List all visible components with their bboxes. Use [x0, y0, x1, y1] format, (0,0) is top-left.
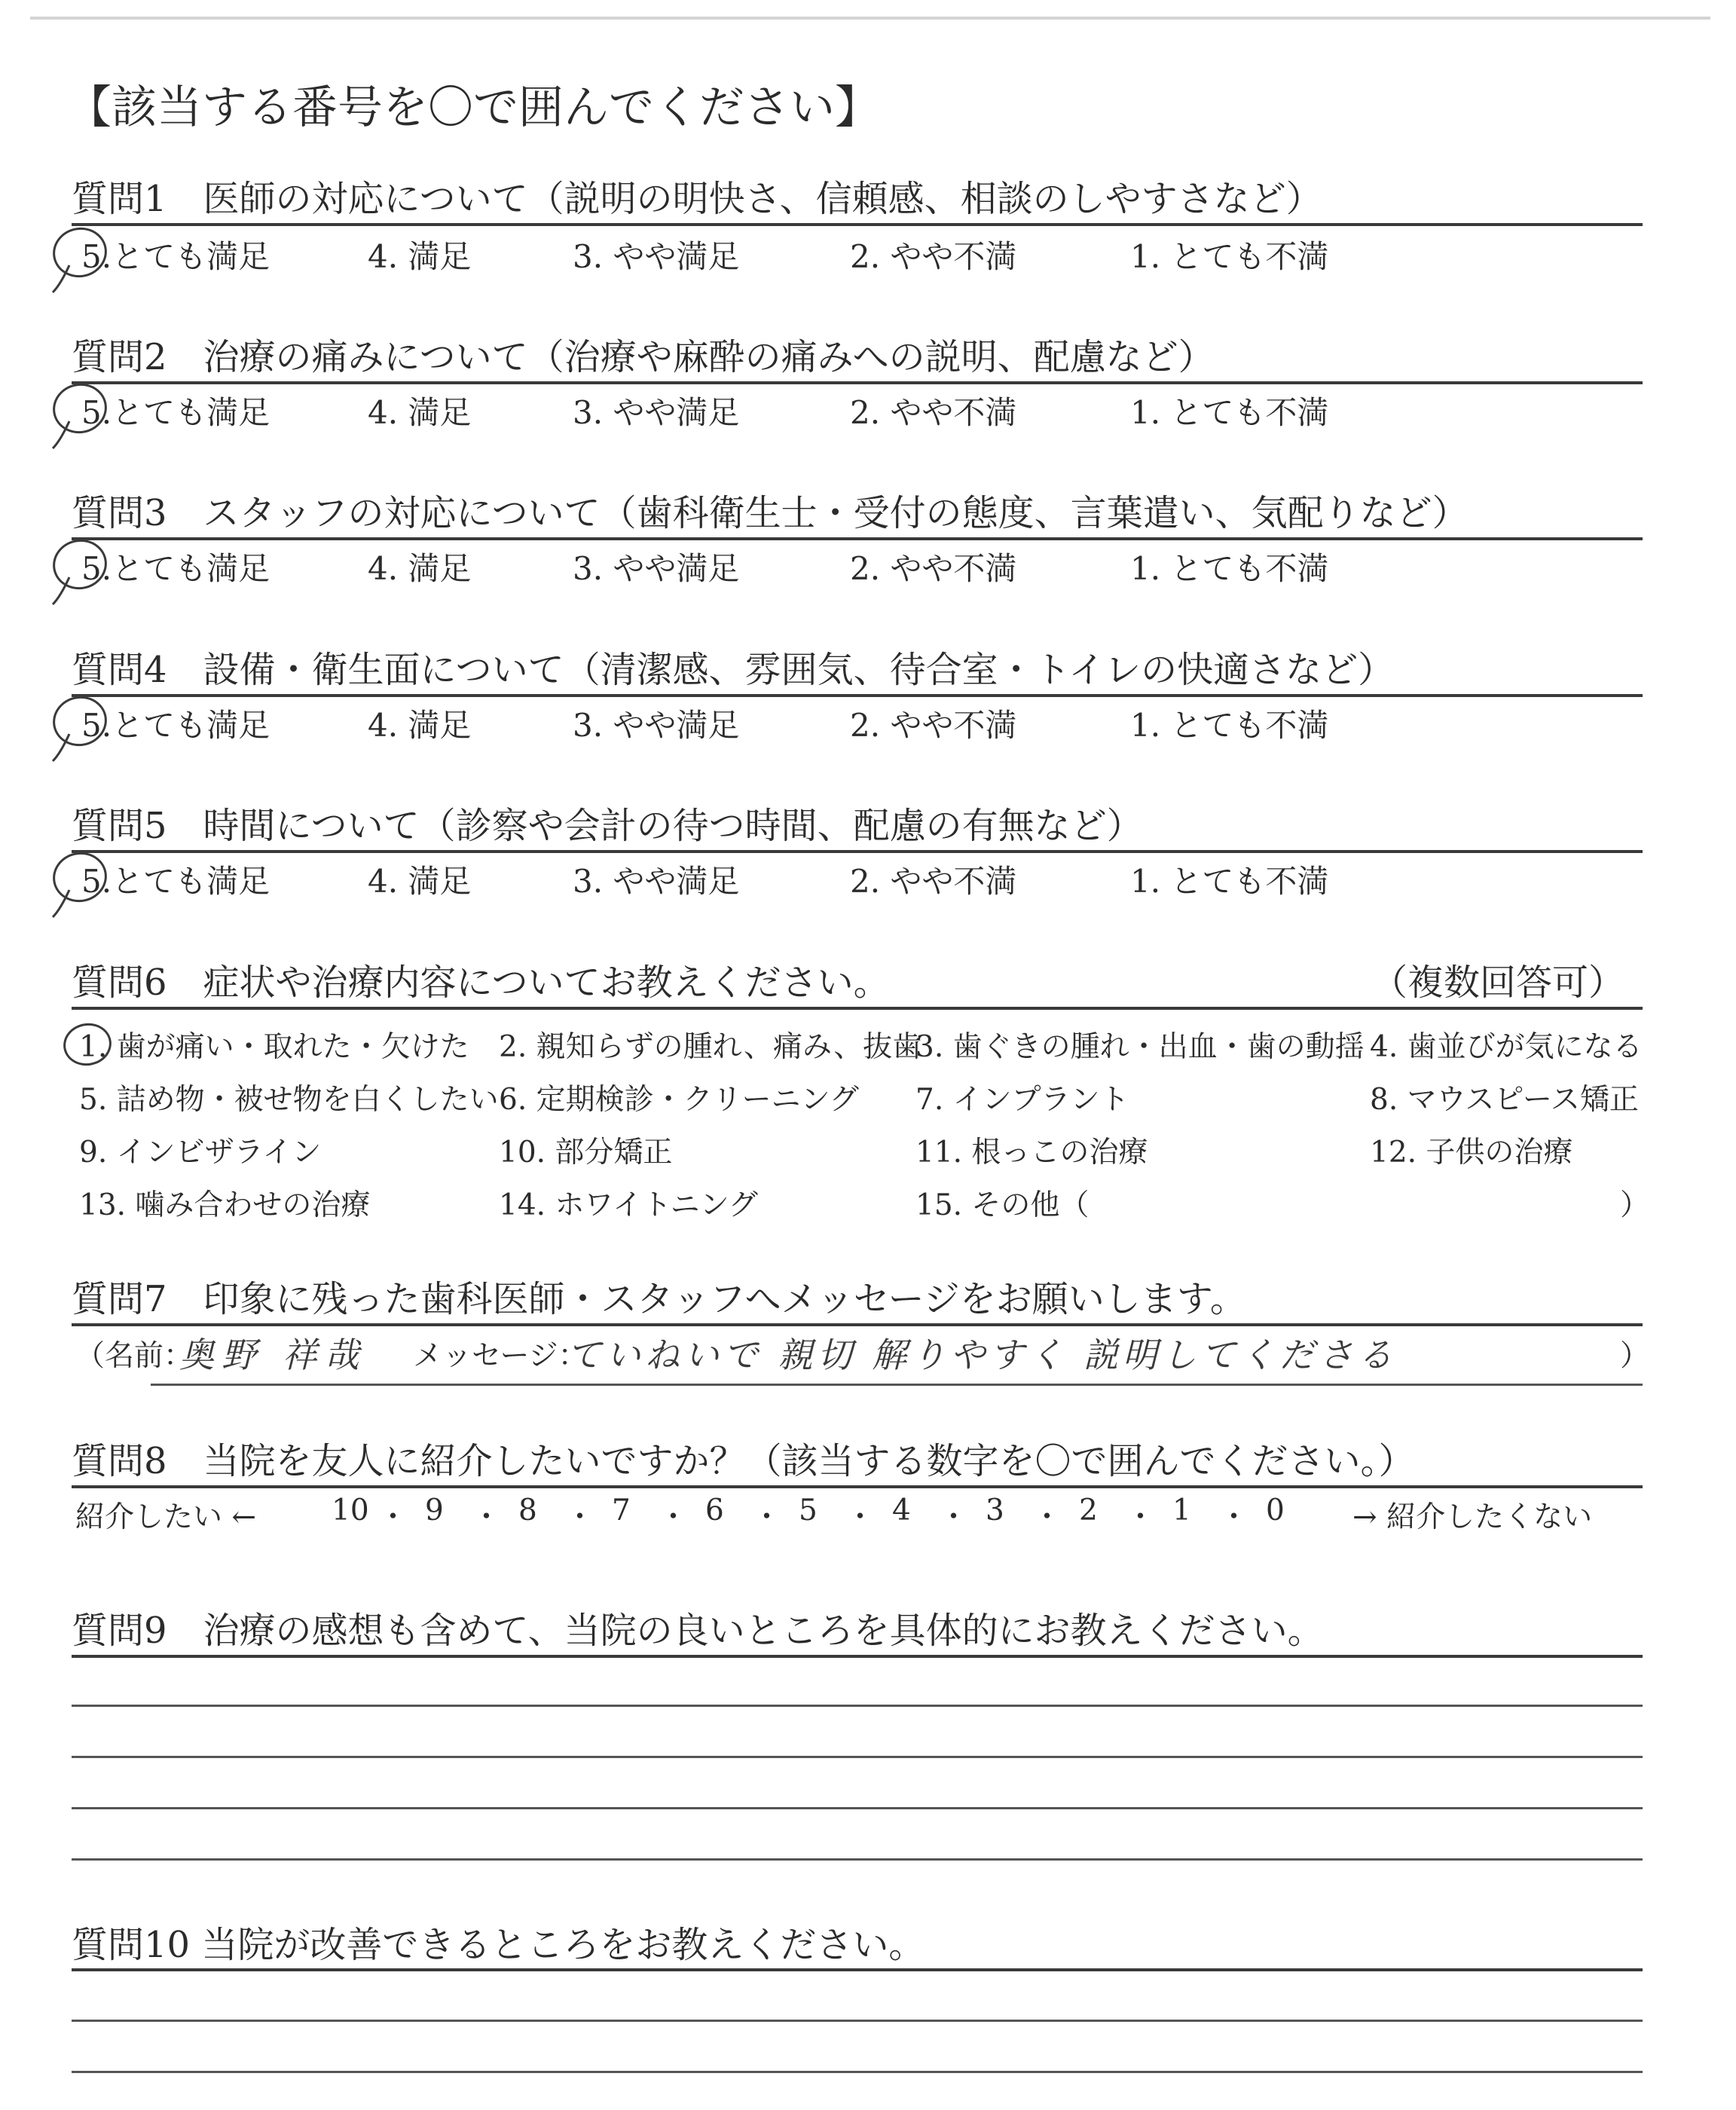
- question-6-item[interactable]: 3. 歯ぐきの腫れ・出血・歯の動揺: [915, 1030, 1365, 1064]
- question-8-rule: [72, 1485, 1643, 1488]
- question-8-separator: ・: [1219, 1500, 1249, 1534]
- question-1-title: 質問1 医師の対応について（説明の明快さ、信頼感、相談のしやすさなど）: [72, 178, 1322, 220]
- question-6-item[interactable]: 6. 定期検診・クリーニング: [499, 1083, 859, 1117]
- question-10-line: [72, 2071, 1643, 2073]
- question-10-title: 質問10 当院が改善できるところをお教えください。: [72, 1924, 925, 1966]
- question-4-option[interactable]: 5.とても満足: [81, 707, 270, 744]
- question-8-scale-value[interactable]: 8: [518, 1494, 537, 1527]
- question-6-item[interactable]: 2. 親知らずの腫れ、痛み、抜歯: [499, 1030, 922, 1064]
- page-top-rule: [30, 17, 1710, 20]
- question-1-option[interactable]: 4. 満足: [368, 238, 472, 275]
- question-9-line: [72, 1756, 1643, 1758]
- question-6-note: （複数回答可）: [1371, 962, 1625, 1004]
- question-2-option[interactable]: 1. とても不満: [1130, 394, 1329, 431]
- question-6-item[interactable]: 10. 部分矯正: [499, 1136, 673, 1170]
- question-6-item[interactable]: 5. 詰め物・被せ物を白くしたい: [79, 1083, 499, 1117]
- question-8-scale-value[interactable]: 3: [986, 1494, 1004, 1527]
- question-1-option[interactable]: 5.とても満足: [81, 238, 270, 275]
- question-7-rule: [72, 1323, 1643, 1326]
- question-6-item[interactable]: 1. 歯が痛い・取れた・欠けた: [79, 1030, 469, 1064]
- question-5-rule: [72, 850, 1643, 853]
- question-8-scale-value[interactable]: 9: [425, 1494, 444, 1527]
- question-7-name-handwritten: 奥野 祥哉: [179, 1335, 367, 1375]
- question-4-option[interactable]: 3. やや満足: [573, 707, 740, 744]
- question-3-title: 質問3 スタッフの対応について（歯科衛生士・受付の態度、言葉遣い、気配りなど）: [72, 492, 1469, 534]
- question-5-option[interactable]: 1. とても不満: [1130, 863, 1329, 900]
- question-6-other-close: ）: [1620, 1188, 1650, 1222]
- question-5-option[interactable]: 5.とても満足: [81, 863, 270, 900]
- question-8-scale-value[interactable]: 6: [705, 1494, 724, 1527]
- question-8-separator: ・: [1126, 1500, 1156, 1534]
- question-6-item[interactable]: 8. マウスピース矯正: [1370, 1083, 1639, 1117]
- question-8-separator: ・: [845, 1500, 876, 1534]
- question-4-option[interactable]: 4. 満足: [368, 707, 472, 744]
- question-6-item[interactable]: 14. ホワイトニング: [499, 1188, 758, 1222]
- question-8-scale-value[interactable]: 1: [1172, 1494, 1191, 1527]
- question-8-scale-value[interactable]: 0: [1266, 1494, 1285, 1527]
- question-6-item[interactable]: 15. その他（: [915, 1188, 1090, 1222]
- question-6-item[interactable]: 4. 歯並びが気になる: [1370, 1030, 1643, 1064]
- pencil-stroke: [47, 418, 92, 463]
- question-8-right-label: → 紹介したくない: [1352, 1500, 1593, 1534]
- question-5-option[interactable]: 3. やや満足: [573, 863, 740, 900]
- question-6-item[interactable]: 13. 噛み合わせの治療: [79, 1188, 371, 1222]
- question-8-separator: ・: [472, 1500, 502, 1534]
- question-8-separator: ・: [378, 1500, 408, 1534]
- question-7-message-handwritten: ていねいで 親切 解りやすく 説明してくださる: [567, 1335, 1397, 1375]
- question-9-line: [72, 1705, 1643, 1707]
- question-5-option[interactable]: 2. やや不満: [850, 863, 1017, 900]
- question-5-option[interactable]: 4. 満足: [368, 863, 472, 900]
- question-6-title: 質問6 症状や治療内容についてお教えください。: [72, 962, 890, 1004]
- question-8-separator: ・: [939, 1500, 969, 1534]
- question-1-option[interactable]: 2. やや不満: [850, 238, 1017, 275]
- question-1-rule: [72, 223, 1643, 226]
- question-6-item[interactable]: 12. 子供の治療: [1370, 1136, 1573, 1170]
- question-8-scale-value[interactable]: 10: [332, 1494, 369, 1527]
- question-4-option[interactable]: 2. やや不満: [850, 707, 1017, 744]
- question-4-rule: [72, 694, 1643, 697]
- question-8-scale-value[interactable]: 7: [612, 1494, 631, 1527]
- question-2-option[interactable]: 3. やや満足: [573, 394, 740, 431]
- pencil-stroke: [47, 574, 92, 619]
- question-10-rule: [72, 1968, 1643, 1971]
- question-4-option[interactable]: 1. とても不満: [1130, 707, 1329, 744]
- question-9-line: [72, 1858, 1643, 1861]
- question-3-option[interactable]: 3. やや満足: [573, 550, 740, 587]
- question-9-rule: [72, 1655, 1643, 1658]
- question-7-name-label: （名前：: [75, 1339, 194, 1373]
- question-2-option[interactable]: 4. 満足: [368, 394, 472, 431]
- question-6-item[interactable]: 11. 根っこの治療: [915, 1136, 1148, 1170]
- page-header: 【該当する番号を〇で囲んでください】: [66, 81, 880, 134]
- question-6-rule: [72, 1007, 1643, 1010]
- question-8-separator: ・: [659, 1500, 689, 1534]
- question-3-option[interactable]: 1. とても不満: [1130, 550, 1329, 587]
- question-2-title: 質問2 治療の痛みについて（治療や麻酔の痛みへの説明、配慮など）: [72, 336, 1215, 378]
- question-3-rule: [72, 537, 1643, 540]
- question-9-title: 質問9 治療の感想も含めて、当院の良いところを具体的にお教えください。: [72, 1610, 1324, 1652]
- pencil-stroke: [47, 887, 92, 932]
- question-8-separator: ・: [565, 1500, 595, 1534]
- question-8-separator: ・: [752, 1500, 782, 1534]
- question-2-option[interactable]: 2. やや不満: [850, 394, 1017, 431]
- question-4-title: 質問4 設備・衛生面について（清潔感、雰囲気、待合室・トイレの快適さなど）: [72, 649, 1395, 691]
- question-7-title: 質問7 印象に残った歯科医師・スタッフへメッセージをお願いします。: [72, 1278, 1246, 1320]
- question-5-title: 質問5 時間について（診察や会計の待つ時間、配慮の有無など）: [72, 805, 1143, 847]
- question-7-message-label: メッセージ：: [413, 1339, 588, 1373]
- question-9-line: [72, 1807, 1643, 1809]
- question-3-option[interactable]: 2. やや不満: [850, 550, 1017, 587]
- question-8-separator: ・: [1032, 1500, 1062, 1534]
- question-8-scale-value[interactable]: 2: [1079, 1494, 1098, 1527]
- question-3-option[interactable]: 4. 満足: [368, 550, 472, 587]
- pencil-stroke: [47, 731, 92, 776]
- question-3-option[interactable]: 5.とても満足: [81, 550, 270, 587]
- question-8-scale-value[interactable]: 4: [892, 1494, 911, 1527]
- question-8-title: 質問8 当院を友人に紹介したいですか？（該当する数字を〇で囲んでください。）: [72, 1440, 1415, 1482]
- question-6-item[interactable]: 7. インプラント: [915, 1083, 1129, 1117]
- question-1-option[interactable]: 1. とても不満: [1130, 238, 1329, 275]
- pencil-stroke: [47, 262, 92, 307]
- question-6-item[interactable]: 9. インビザライン: [79, 1136, 322, 1170]
- question-1-option[interactable]: 3. やや満足: [573, 238, 740, 275]
- question-8-scale-value[interactable]: 5: [799, 1494, 818, 1527]
- question-2-rule: [72, 381, 1643, 384]
- question-7-close-paren: ）: [1620, 1339, 1650, 1373]
- question-2-option[interactable]: 5.とても満足: [81, 394, 270, 431]
- question-7-underline: [151, 1384, 1643, 1386]
- question-10-line: [72, 2020, 1643, 2022]
- question-8-left-label: 紹介したい ←: [75, 1500, 257, 1534]
